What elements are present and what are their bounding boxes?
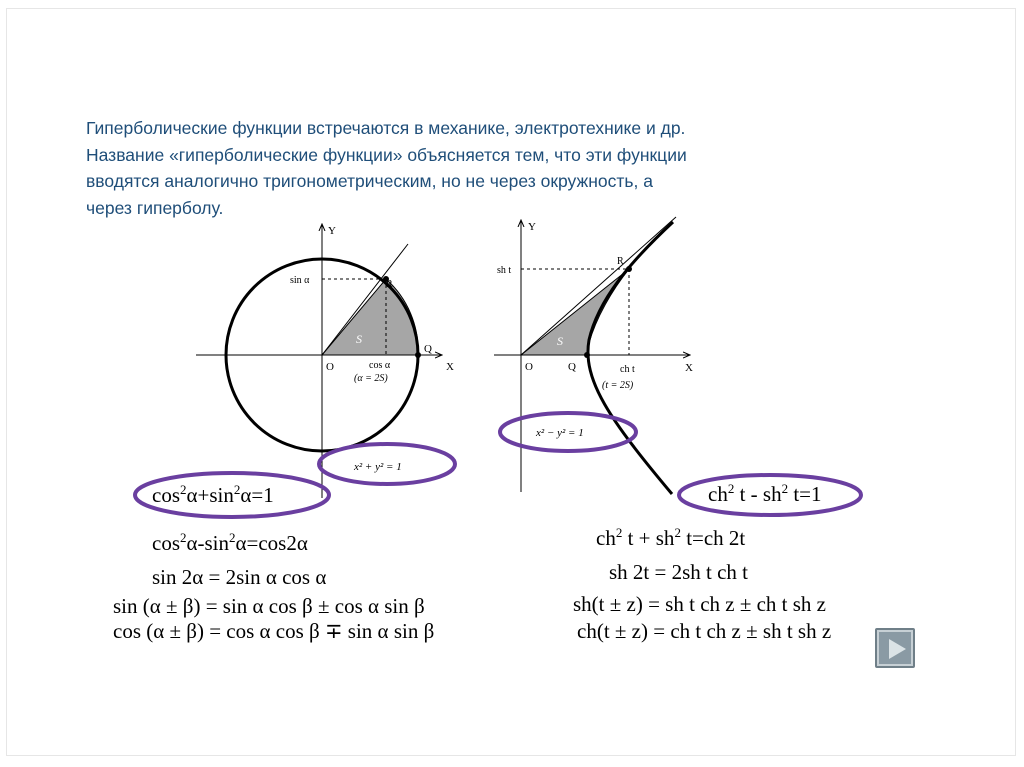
hyperbola-q-label: Q [568, 361, 576, 373]
hyperbola-r-label: R [617, 256, 624, 267]
trig-double-cos [152, 530, 308, 556]
formula-part: t + sh [622, 526, 675, 550]
hyperbola-t-eq: (t = 2S) [602, 380, 634, 391]
circle-cos-label: cos α [369, 360, 391, 371]
circle-x-label: X [446, 361, 454, 373]
hyperbola-area-label: S [557, 334, 563, 348]
hyperbola-x-label: X [685, 362, 693, 374]
formula-power: 2 [615, 525, 623, 540]
formula-part: α=1 [240, 483, 274, 507]
hyp-identity [708, 481, 822, 507]
hyp-double-ch [596, 525, 745, 551]
formula-power: 2 [727, 481, 735, 496]
formula-part: α-sin [186, 531, 230, 555]
formula-power: 2 [180, 482, 187, 497]
circle-alpha-eq: (α = 2S) [354, 373, 388, 384]
paragraph-line: Гиперболические функции встречаются в механике, электротехнике и др. [86, 118, 686, 138]
play-icon [889, 639, 906, 659]
circle-y-label: Y [328, 225, 336, 237]
formula-power: 2 [674, 525, 681, 540]
hyperbola-sector-s [521, 269, 629, 355]
trig-sum-cos: cos (α ± β) = cos α cos β ∓ sin α sin β [113, 619, 435, 643]
formula-power: 2 [229, 530, 236, 545]
circle-q-label: Q [424, 343, 432, 355]
paragraph-line: вводятся аналогично тригонометрическим, но не через окружность, а [86, 171, 653, 191]
hyperbola-ray [521, 217, 676, 355]
hyperbola-curve [588, 222, 673, 494]
formula-part: cos [152, 483, 180, 507]
paragraph-line: через гиперболу. [86, 197, 224, 218]
hyp-sum-sh: sh(t ± z) = sh t ch z ± ch t sh z [573, 592, 827, 616]
trig-double-sin: sin 2α = 2sin α cos α [152, 565, 327, 589]
formula-part: t - sh [734, 482, 782, 506]
hyperbola-equation: x² − y² = 1 [536, 427, 584, 439]
circle-equation: x² + y² = 1 [354, 461, 402, 473]
hyp-double-sh: sh 2t = 2sh t ch t [609, 560, 749, 584]
formula-part: cos [152, 531, 180, 555]
formula-power: 2 [233, 482, 241, 497]
trig-identity [152, 482, 274, 508]
hyperbola-q-dot [584, 352, 590, 358]
hyperbola-r-dot [626, 266, 632, 272]
circle-sector-s [322, 279, 418, 355]
hyperbola-sh-label: sh t [497, 265, 512, 276]
trig-sum-sin: sin (α ± β) = sin α cos β ± cos α sin β [113, 594, 425, 618]
next-slide-button[interactable] [875, 628, 915, 668]
formula-part: t=ch 2t [680, 526, 746, 550]
paragraph-line: Название «гиперболические функции» объясняется тем, что эти функции [86, 144, 687, 165]
formula-part: t=1 [788, 482, 822, 506]
formula-part: α=cos2α [235, 531, 308, 555]
formula-part: ch [596, 526, 616, 550]
circle-r-label: R [386, 279, 393, 290]
circle-area-label: S [356, 332, 362, 346]
circle-sin-label: sin α [290, 275, 310, 286]
formula-part: α+sin [186, 483, 234, 507]
circle-origin-label: O [326, 361, 334, 373]
formula-power: 2 [180, 530, 187, 545]
formula-part: ch [708, 482, 728, 506]
hyp-sum-ch: ch(t ± z) = ch t ch z ± sh t sh z [577, 619, 832, 643]
hyperbola-ch-label: ch t [620, 364, 635, 375]
point-q-dot [415, 352, 421, 358]
hyperbola-y-label: Y [528, 221, 536, 233]
formula-power: 2 [781, 481, 789, 496]
hyperbola-origin-label: O [525, 361, 533, 373]
